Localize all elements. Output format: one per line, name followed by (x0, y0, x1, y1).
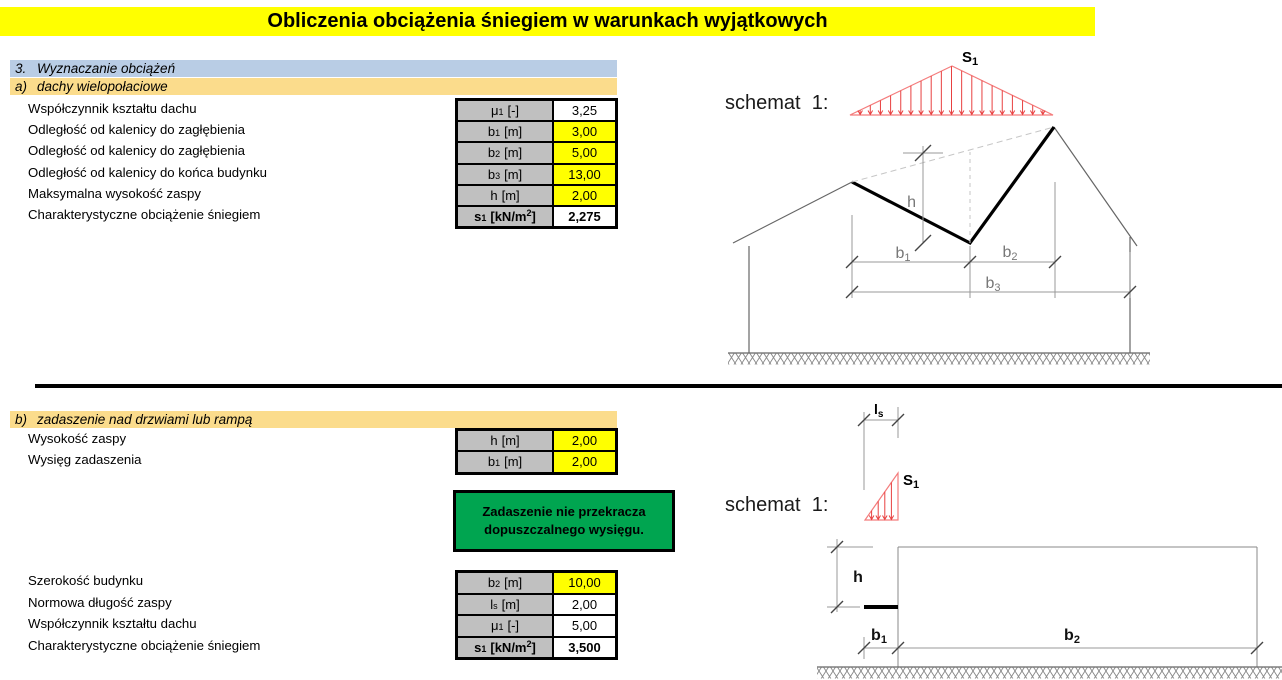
dim-label-h: h (853, 569, 863, 586)
b-dimension-lines (864, 637, 1257, 659)
row-label: Charakterystyczne obciążenie śniegiem (28, 637, 261, 653)
title-bar (0, 7, 1095, 36)
row-label: Maksymalna wysokość zaspy (28, 185, 201, 201)
input-cell[interactable]: 3,00 (553, 121, 616, 142)
section-number: 3. (15, 61, 27, 76)
roof-diagram-svg (700, 40, 1282, 380)
section-number: b) (15, 412, 28, 427)
input-cell[interactable]: 5,00 (553, 142, 616, 163)
section-3-header (10, 60, 617, 77)
table-section-b1 (455, 428, 618, 475)
symbol-unit-cell: s 1 [kN/m $^2$ ] (457, 637, 553, 659)
table-row (457, 451, 616, 472)
ground-hatch (817, 668, 1282, 679)
section-number: a) (15, 79, 28, 94)
ground-hatch (728, 354, 1150, 365)
symbol-unit-cell: μ 1 [-] (457, 100, 553, 121)
row-label: Normowa długość zaspy (28, 594, 172, 610)
symbol-unit-cell: b 2 [m] (457, 572, 553, 594)
row-label: Wysokość zaspy (28, 431, 127, 446)
input-cell[interactable]: 13,00 (553, 164, 616, 185)
schemat-label: schemat 1: (725, 494, 829, 516)
symbol-unit-cell: μ 1 [-] (457, 615, 553, 637)
input-cell[interactable]: 2,00 (553, 185, 616, 206)
diagram-b (700, 395, 1282, 680)
table-row-result (457, 637, 616, 659)
input-cell[interactable]: 10,00 (553, 572, 616, 594)
symbol-unit-cell: s 1 [kN/m $^2$ ] (457, 206, 553, 227)
page-title: Obliczenia obciążenia śniegiem w warunkach wyjątkowych (267, 10, 828, 32)
section-a-header (10, 78, 617, 95)
row-label: Szerokość budynku (28, 573, 144, 588)
canopy-diagram-svg (700, 395, 1282, 680)
value-cell: 2,00 (553, 594, 616, 616)
section-b-header (10, 411, 617, 428)
row-label: Współczynnik kształtu dachu (28, 101, 197, 116)
schemat-label: schemat 1: (725, 92, 829, 114)
table-row (457, 164, 616, 185)
row-label: Odległość od kalenicy do końca budynku (28, 164, 267, 180)
table-row (457, 100, 616, 121)
section-a-labels (28, 98, 267, 225)
symbol-unit-cell: b 1 [m] (457, 451, 553, 472)
symbol-unit-cell: h [m] (457, 185, 553, 206)
load-arrows (858, 66, 1045, 114)
status-line: dopuszczalnego wysięgu. (484, 522, 644, 537)
section-name: zadaszenie nad drzwiami lub rampą (37, 412, 253, 427)
dim-label-b2: b2 (1064, 627, 1080, 646)
table-row (457, 121, 616, 142)
table-row-result (457, 206, 616, 227)
section-name: Wyznaczanie obciążeń (37, 61, 176, 76)
building-outline (733, 127, 1137, 353)
table-row (457, 142, 616, 163)
table-row (457, 594, 616, 616)
row-label: Odległość od kalenicy do zagłębienia (28, 143, 246, 159)
symbol-unit-cell: h [m] (457, 430, 553, 451)
ridge-dashed-line (852, 127, 1054, 182)
snow-profile-line (852, 127, 1054, 243)
table-row (457, 615, 616, 637)
status-line: Zadaszenie nie przekracza (482, 504, 646, 519)
result-cell: 2,275 (553, 206, 616, 227)
table-row (457, 185, 616, 206)
snow-load-triangle (865, 473, 898, 520)
building-outline (898, 547, 1257, 667)
dim-label-b3: b3 (985, 275, 1001, 294)
section-name: dachy wielopołaciowe (37, 79, 168, 94)
section-b-labels-2 (28, 570, 260, 656)
symbol-unit-cell: b 3 [m] (457, 164, 553, 185)
value-cell: 3,25 (553, 100, 616, 121)
dim-label-b2: b2 (1002, 244, 1018, 263)
symbol-unit-cell: b 1 [m] (457, 121, 553, 142)
value-cell: 5,00 (553, 615, 616, 637)
section-divider (35, 384, 1282, 388)
load-label-s1: $S_1$ (903, 472, 920, 491)
row-label: Wysięg zadaszenia (28, 452, 142, 468)
dim-label-h: h (907, 194, 916, 211)
table-section-a (455, 98, 618, 229)
symbol-unit-cell: l s [m] (457, 594, 553, 616)
table-row (457, 572, 616, 594)
load-label-s1: $S_1$ (962, 49, 979, 68)
diagram-a (700, 40, 1282, 380)
result-cell: 3,500 (553, 637, 616, 659)
input-cell[interactable]: 2,00 (553, 430, 616, 451)
input-cell[interactable]: 2,00 (553, 451, 616, 472)
dim-label-b1: b1 (871, 627, 887, 646)
status-box (453, 490, 675, 552)
table-row (457, 430, 616, 451)
dim-label-b1: b1 (895, 245, 911, 264)
symbol-unit-cell: b 2 [m] (457, 142, 553, 163)
row-label: Odległość od kalenicy do zagłębienia (28, 122, 246, 138)
dim-label-ls: $l_s$ (874, 401, 884, 420)
load-arrows (869, 482, 893, 519)
row-label: Charakterystyczne obciążenie śniegiem (28, 206, 261, 222)
section-b-labels-1 (28, 428, 142, 471)
row-label: Współczynnik kształtu dachu (28, 616, 197, 631)
table-section-b2 (455, 570, 618, 660)
